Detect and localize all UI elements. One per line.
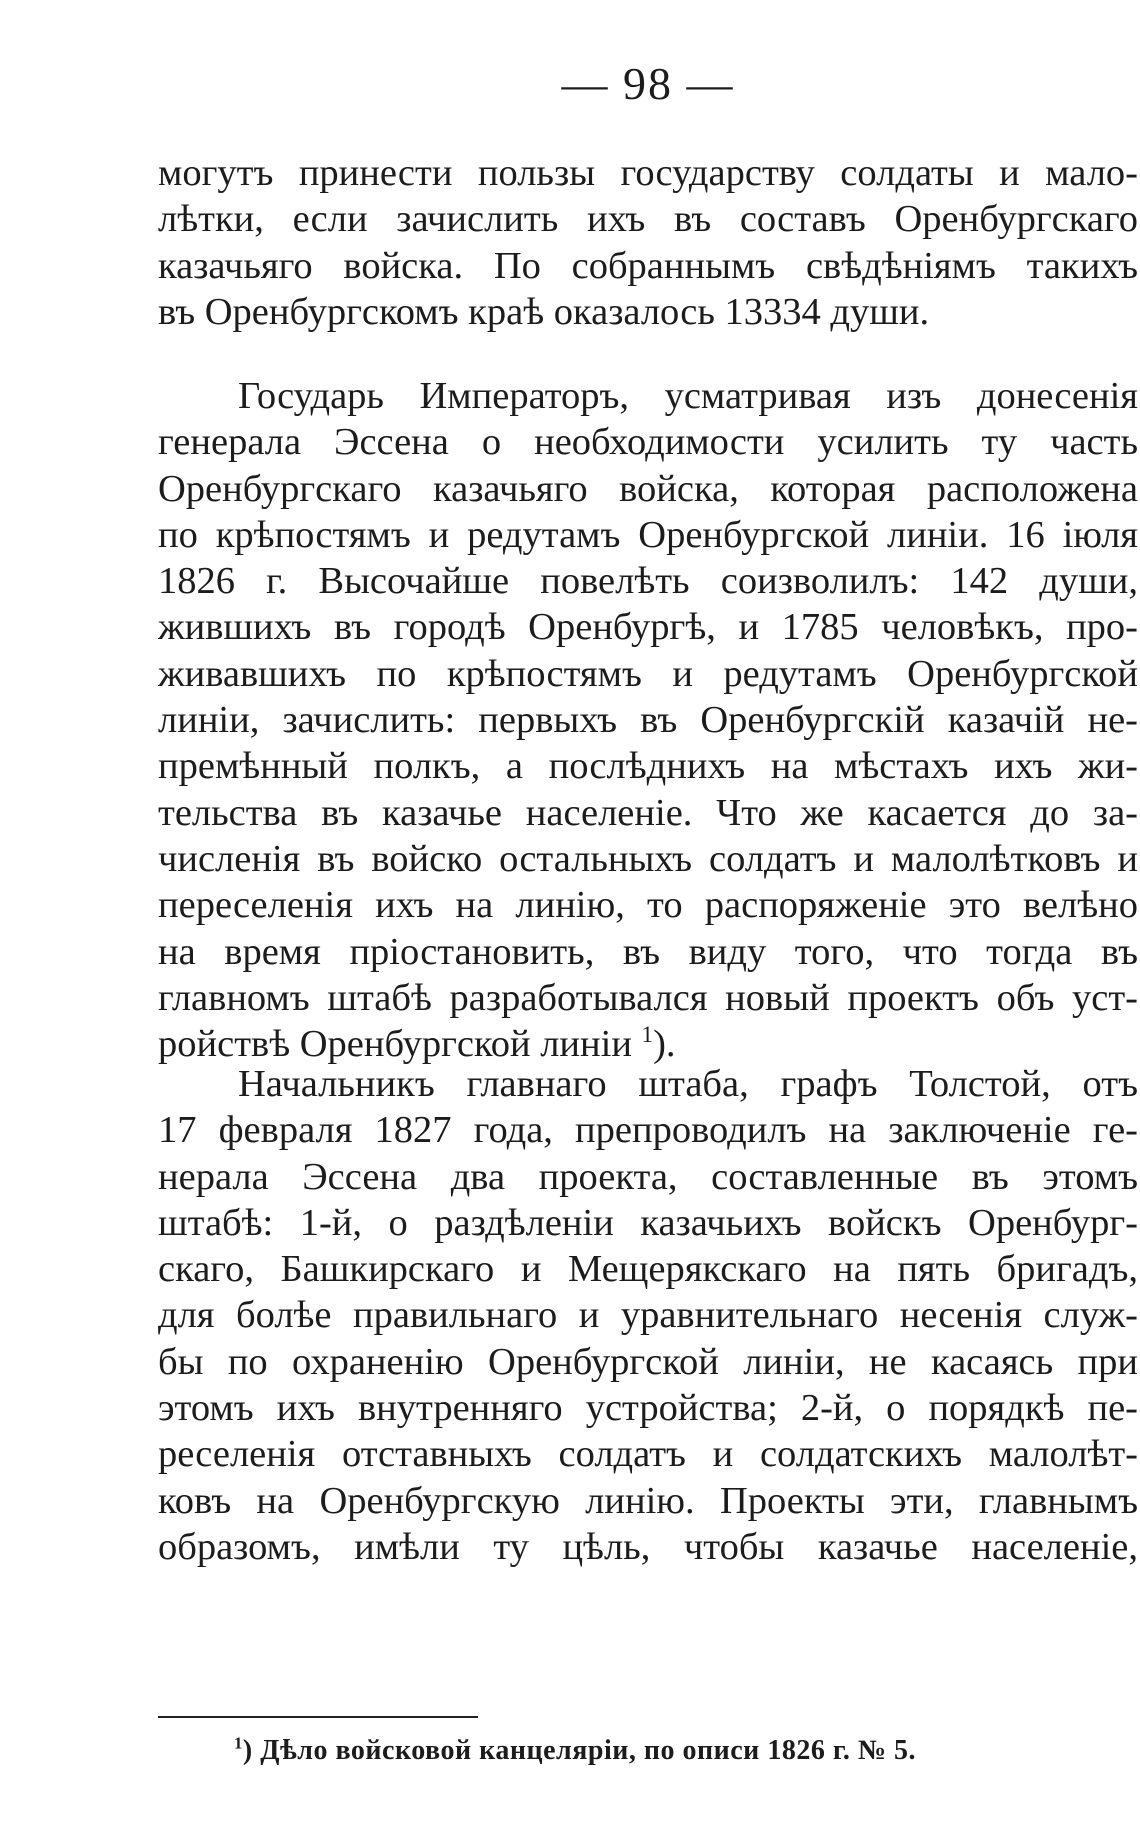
text-line: штабѣ: 1-й, о раздѣленіи казачьихъ войскъ Оренбург- bbox=[158, 1201, 1138, 1244]
text-line: премѣнный полкъ, а послѣднихъ на мѣстахъ ихъ жи- bbox=[158, 745, 1138, 788]
text-line: этомъ ихъ внутренняго устройства; 2-й, о порядкѣ пе- bbox=[158, 1387, 1138, 1430]
text-line: ковъ на Оренбургскую линію. Проекты эти, главнымъ bbox=[158, 1479, 1138, 1522]
text-line: скаго, Башкирскаго и Мещерякскаго на пять бригадъ, bbox=[158, 1248, 1138, 1291]
text-line: Начальникъ главнаго штаба, графъ Толстой, отъ bbox=[238, 1063, 1138, 1105]
footnote-marker: 1 bbox=[234, 1733, 243, 1753]
footnote-reference: 1 bbox=[641, 1021, 654, 1048]
text-line: главномъ штабѣ разработывался новый проектъ объ уст- bbox=[158, 976, 1138, 1019]
paragraph-3 bbox=[158, 1061, 1138, 1570]
page-number: — 98 — bbox=[561, 58, 735, 109]
text-line: Оренбургскаго казачьяго войска, которая расположена bbox=[158, 467, 1138, 510]
text-line: по крѣпостямъ и редутамъ Оренбургской линіи. 16 іюля bbox=[158, 513, 1138, 556]
text-line: для болѣе правильнаго и уравнительнаго несенія служ- bbox=[158, 1294, 1138, 1337]
text-line: нерала Эссена два проекта, составленные въ этомъ bbox=[158, 1155, 1138, 1198]
footnote bbox=[234, 1734, 916, 1768]
text-line: жившихъ въ городѣ Оренбургѣ, и 1785 человѣкъ, про- bbox=[158, 606, 1138, 649]
text-line: живавшихъ по крѣпостямъ и редутамъ Оренбургской bbox=[158, 652, 1138, 695]
text-line: 17 февраля 1827 года, препроводилъ на заключеніе ге- bbox=[158, 1109, 1138, 1152]
text-line: казачьяго войска. По собраннымъ свѣдѣніямъ такихъ bbox=[158, 244, 1138, 287]
footnote-text: ) Дѣло войсковой канцеляріи, по описи 1826 г. № 5. bbox=[242, 1735, 917, 1766]
text-line: могутъ принести пользы государству солдаты и мало- bbox=[158, 152, 1138, 194]
paragraph-2 bbox=[158, 373, 1138, 1067]
text-line: въ Оренбургскомъ краѣ оказалось 13334 души. bbox=[158, 290, 930, 333]
text-line: Государь Императоръ, усматривая изъ донесенія bbox=[238, 375, 1138, 417]
text-line: 1826 г. Высочайше повелѣть соизволилъ: 142 души, bbox=[158, 560, 1138, 603]
text-line: образомъ, имѣли ту цѣль, чтобы казачье населеніе, bbox=[158, 1525, 1138, 1568]
text-line: переселенія ихъ на линію, то распоряженіе это велѣно bbox=[158, 884, 1138, 927]
text-line-content: ройствѣ Оренбургской линіи bbox=[158, 1023, 632, 1066]
text-line: реселенія отставныхъ солдатъ и солдатскихъ малолѣт- bbox=[158, 1433, 1138, 1476]
text-line-tail: ). bbox=[653, 1023, 676, 1066]
paragraph-1 bbox=[158, 150, 1138, 335]
text-line: тельства въ казачье населеніе. Что же касается до за- bbox=[158, 791, 1138, 834]
text-line: лѣтки, если зачислить ихъ въ составъ Оренбургскаго bbox=[158, 198, 1138, 241]
text-line: бы по охраненію Оренбургской линіи, не касаясь при bbox=[158, 1340, 1138, 1383]
text-line: на время пріостановить, въ виду того, что тогда въ bbox=[158, 930, 1138, 973]
text-line: численія въ войско остальныхъ солдатъ и малолѣтковъ и bbox=[158, 837, 1138, 880]
text-line: генерала Эссена о необходимости усилить ту часть bbox=[158, 421, 1138, 464]
text-line: линіи, зачислить: первыхъ въ Оренбургскій казачій не- bbox=[158, 699, 1138, 742]
footnote-divider bbox=[158, 1716, 478, 1718]
